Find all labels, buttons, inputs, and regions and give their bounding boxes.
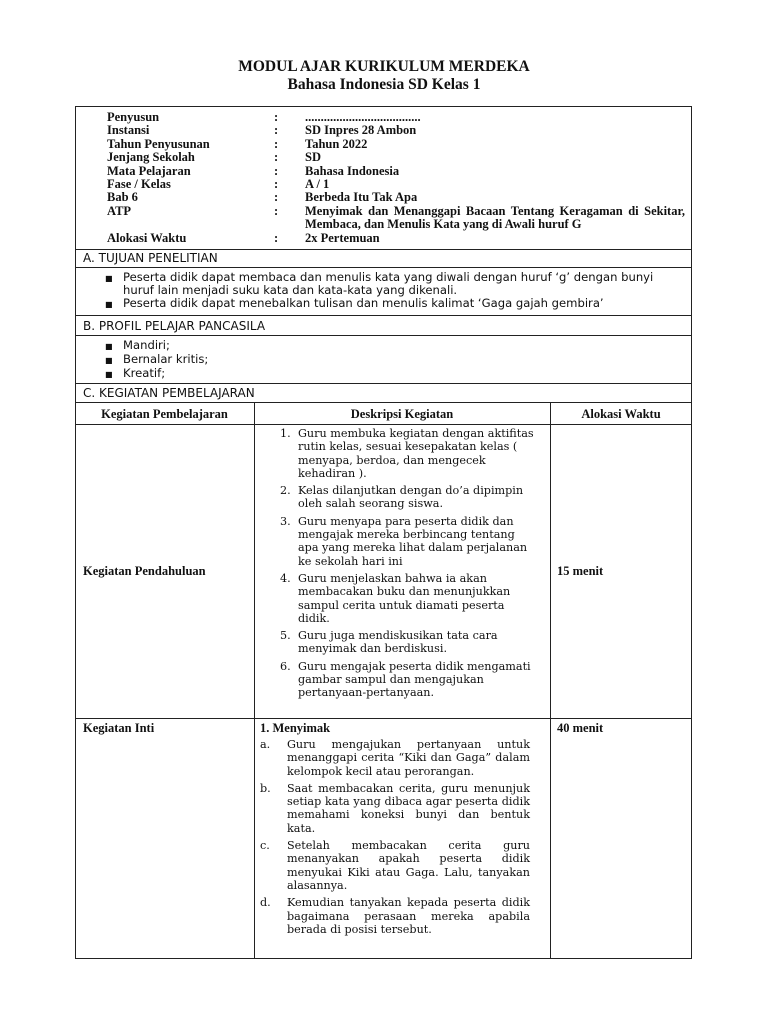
list-item: 4. Guru menjelaskan bahwa ia akan membacakan buku dan menunjukkan sampul cerita untuk diamati peserta didik. — [280, 571, 511, 625]
objectives-list — [105, 271, 675, 312]
list-item: 2. Kelas dilanjutkan dengan do’a dipimpin oleh salah seorang siswa. — [280, 484, 524, 511]
list-item: ■ Kreatif; — [105, 366, 166, 381]
identity-block — [107, 111, 692, 245]
identity-colon: : — [274, 203, 279, 218]
activity-steps-list — [280, 427, 535, 704]
identity-label: Instansi — [107, 123, 150, 138]
list-item: ■ Bernalar kritis; — [105, 352, 209, 367]
identity-label: Fase / Kelas — [107, 177, 171, 192]
section-heading-c: C. KEGIATAN PEMBELAJARAN — [83, 386, 255, 400]
section-heading-a: A. TUJUAN PENELITIAN — [83, 251, 218, 265]
section-heading-b: B. PROFIL PELAJAR PANCASILA — [83, 319, 266, 333]
list-item: c. Setelah membacakan cerita guru menanyakan apakah peserta didik menyukai Kiki atau Gaga. Lalu, tanyakan alasannya. — [260, 839, 530, 892]
identity-label: Penyusun — [107, 110, 160, 124]
list-item: d. Kemudian tanyakan kepada peserta didik bagaimana perasaan mereka apabila berada di posisi tersebut. — [260, 896, 530, 936]
divider-line — [75, 335, 692, 336]
identity-colon: : — [274, 163, 279, 178]
column-header: Kegiatan Pembelajaran — [101, 407, 228, 421]
activity-name: Kegiatan Pendahuluan — [83, 564, 206, 578]
activity-subheading: 1. Menyimak — [260, 721, 331, 735]
profile-list — [105, 339, 675, 382]
identity-value: Berbeda Itu Tak Apa — [305, 190, 418, 205]
list-item: ■ Mandiri; — [105, 338, 170, 352]
identity-value: ..................................... — [305, 110, 421, 124]
identity-value: SD — [305, 150, 321, 165]
column-header: Alokasi Waktu — [581, 407, 661, 421]
list-item: b. Saat membacakan cerita, guru menunjuk setiap kata yang dibaca agar peserta didik memahami koneksi bunyi dan bentuk kata. — [260, 781, 530, 835]
identity-colon: : — [274, 123, 279, 138]
divider-line — [75, 402, 692, 403]
list-item: 6. Guru mengajak peserta didik mengamati gambar sampul dan mengajukan pertanyaan-pertanyaan. — [280, 659, 531, 700]
identity-value: SD Inpres 28 Ambon — [305, 123, 417, 138]
identity-colon: : — [274, 150, 279, 165]
list-item: ■ Peserta didik dapat menebalkan tulisan dan menulis kalimat ‘Gaga gajah gembira’ — [105, 296, 604, 311]
divider-line — [75, 718, 692, 719]
identity-value: Menyimak dan Menanggapi Bacaan Tentang Keragaman di Sekitar, Membaca, dan Menulis Kata yang di Awali huruf G — [305, 203, 685, 232]
divider-line — [75, 383, 692, 384]
identity-colon: : — [274, 190, 279, 205]
document-subtitle: Bahasa Indonesia SD Kelas 1 — [287, 76, 481, 93]
identity-row — [107, 205, 692, 232]
identity-row — [107, 124, 692, 137]
identity-label: Mata Pelajaran — [107, 163, 191, 178]
list-item: 3. Guru menyapa para peserta didik dan mengajak mereka berbincang tentang apa yang mereka lihat dalam perjalanan ke sekolah hari ini — [280, 514, 528, 568]
identity-label: Tahun Penyusunan — [107, 136, 210, 151]
bullet-icon: ■ — [105, 342, 113, 351]
identity-label: Alokasi Waktu — [107, 230, 187, 245]
identity-row — [107, 191, 692, 204]
identity-value: A / 1 — [305, 177, 330, 192]
activity-time: 40 menit — [557, 721, 604, 735]
identity-value: Tahun 2022 — [305, 136, 368, 151]
activity-time: 15 menit — [557, 564, 604, 578]
divider-line — [75, 249, 692, 250]
column-line — [550, 402, 551, 959]
list-item: a. Guru mengajukan pertanyaan untuk menanggapi cerita “Kiki dan Gaga” dalam kelompok kecil atau perorangan. — [260, 738, 530, 778]
identity-row — [107, 178, 692, 191]
identity-value: Bahasa Indonesia — [305, 163, 400, 178]
bullet-icon: ■ — [105, 274, 113, 283]
identity-row — [107, 111, 692, 124]
identity-row — [107, 165, 692, 178]
bullet-icon: ■ — [105, 370, 113, 380]
identity-label: ATP — [107, 203, 132, 218]
identity-row — [107, 151, 692, 164]
bullet-icon: ■ — [105, 300, 113, 310]
list-item: 1. Guru membuka kegiatan dengan aktifitas rutin kelas, sesuai kesepakatan kelas ( menyapa, berdoa, dan mengecek kehadiran ). — [280, 427, 534, 480]
document-header — [0, 58, 768, 94]
column-header: Deskripsi Kegiatan — [350, 407, 454, 421]
identity-colon: : — [274, 136, 279, 151]
column-line — [254, 402, 255, 959]
identity-colon: : — [274, 177, 279, 192]
list-item: ■ Peserta didik dapat membaca dan menulis kata yang diwali dengan huruf ‘g’ dengan bunyi huruf lain menjadi suku kata dan kata-kata yang dikenali. — [105, 270, 654, 298]
identity-row — [107, 138, 692, 151]
identity-value: 2x Pertemuan — [305, 230, 380, 245]
identity-colon: : — [274, 230, 279, 245]
identity-label: Jenjang Sekolah — [107, 150, 195, 165]
divider-line — [75, 424, 692, 425]
activity-steps-list — [260, 738, 530, 940]
divider-line — [75, 267, 692, 268]
identity-colon: : — [274, 110, 279, 124]
activity-name: Kegiatan Inti — [83, 721, 155, 735]
list-item: 5. Guru juga mendiskusikan tata cara menyimak dan berdiskusi. — [280, 629, 498, 656]
identity-row — [107, 232, 692, 245]
bullet-icon: ■ — [105, 356, 113, 366]
document-title: MODUL AJAR KURIKULUM MERDEKA — [238, 58, 530, 75]
divider-line — [75, 315, 692, 316]
identity-label: Bab 6 — [107, 190, 138, 205]
